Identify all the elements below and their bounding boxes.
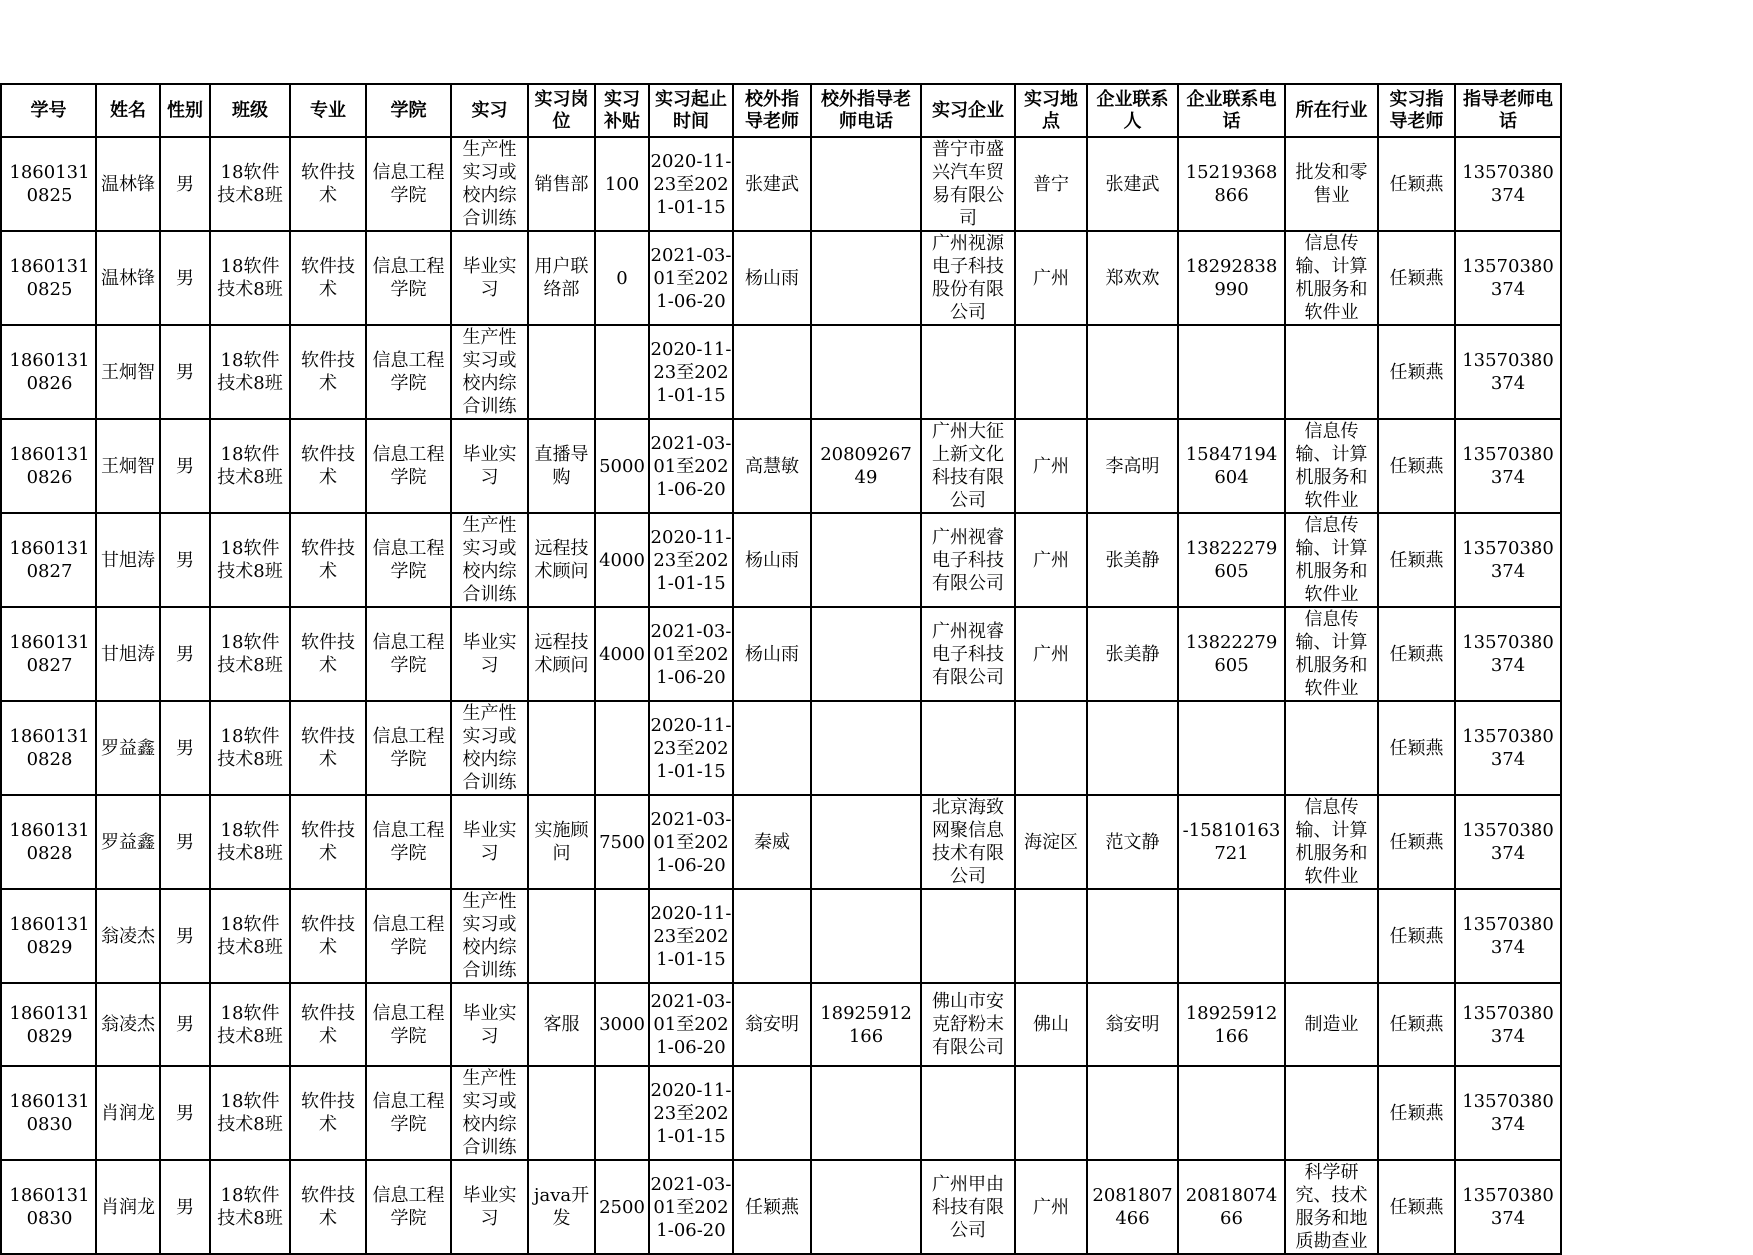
cell-external-advisor: 杨山雨 bbox=[733, 513, 811, 607]
cell-gender: 男 bbox=[160, 795, 210, 889]
cell-name: 翁凌杰 bbox=[96, 983, 160, 1066]
cell-location: 佛山 bbox=[1015, 983, 1087, 1066]
period-text: 2020-11-23至2021-01-15 bbox=[650, 714, 732, 782]
table-row bbox=[1, 325, 1561, 419]
period-text: 2020-11-23至2021-01-15 bbox=[650, 1079, 732, 1147]
cell-position: 远程技术顾问 bbox=[528, 513, 595, 607]
cell-industry bbox=[1285, 1066, 1378, 1160]
cell-company-contact: 翁安明 bbox=[1087, 983, 1178, 1066]
cell-student-id: 18601310828 bbox=[1, 701, 96, 795]
cell-name: 罗益鑫 bbox=[96, 701, 160, 795]
cell-period bbox=[649, 889, 733, 983]
cell-location: 广州 bbox=[1015, 231, 1087, 325]
cell-advisor-phone: 13570380374 bbox=[1455, 983, 1561, 1066]
cell-company-phone: 15219368866 bbox=[1178, 137, 1285, 231]
period-box bbox=[650, 802, 732, 883]
cell-gender: 男 bbox=[160, 325, 210, 419]
cell-industry: 批发和零售业 bbox=[1285, 137, 1378, 231]
cell-position: 直播导购 bbox=[528, 419, 595, 513]
cell-company bbox=[921, 325, 1015, 419]
cell-class: 18软件技术8班 bbox=[210, 1160, 290, 1254]
cell-location bbox=[1015, 1066, 1087, 1160]
cell-gender: 男 bbox=[160, 231, 210, 325]
cell-advisor: 任颖燕 bbox=[1378, 137, 1455, 231]
cell-company-phone: 18925912166 bbox=[1178, 983, 1285, 1066]
cell-external-advisor: 翁安明 bbox=[733, 983, 811, 1066]
cell-advisor-phone: 13570380374 bbox=[1455, 701, 1561, 795]
table-row bbox=[1, 231, 1561, 325]
cell-company-phone: 2081807466 bbox=[1178, 1160, 1285, 1254]
header-gender: 性别 bbox=[160, 84, 210, 137]
cell-advisor-phone: 13570380374 bbox=[1455, 325, 1561, 419]
cell-internship-type: 生产性实习或校内综合训练 bbox=[451, 137, 528, 231]
cell-student-id: 18601310830 bbox=[1, 1066, 96, 1160]
cell-external-advisor-phone bbox=[811, 889, 921, 983]
cell-external-advisor bbox=[733, 1066, 811, 1160]
cell-name: 甘旭涛 bbox=[96, 513, 160, 607]
period-box bbox=[650, 984, 732, 1065]
header-company: 实习企业 bbox=[921, 84, 1015, 137]
cell-class: 18软件技术8班 bbox=[210, 513, 290, 607]
cell-company-contact bbox=[1087, 701, 1178, 795]
cell-external-advisor-phone: 18925912166 bbox=[811, 983, 921, 1066]
header-company-phone: 企业联系电话 bbox=[1178, 84, 1285, 137]
cell-company-phone: 18292838990 bbox=[1178, 231, 1285, 325]
cell-gender: 男 bbox=[160, 419, 210, 513]
cell-location bbox=[1015, 889, 1087, 983]
cell-external-advisor-phone bbox=[811, 325, 921, 419]
header-row bbox=[1, 84, 1561, 137]
period-text: 2021-03-01至2021-06-20 bbox=[650, 991, 732, 1058]
cell-subsidy: 3000 bbox=[595, 983, 649, 1066]
period-box bbox=[650, 332, 732, 413]
cell-industry bbox=[1285, 325, 1378, 419]
cell-location: 海淀区 bbox=[1015, 795, 1087, 889]
header-location: 实习地点 bbox=[1015, 84, 1087, 137]
cell-student-id: 18601310825 bbox=[1, 137, 96, 231]
cell-advisor: 任颖燕 bbox=[1378, 1066, 1455, 1160]
period-text: 2020-11-23至2021-01-15 bbox=[650, 526, 732, 594]
table-row bbox=[1, 607, 1561, 701]
cell-advisor: 任颖燕 bbox=[1378, 889, 1455, 983]
cell-class: 18软件技术8班 bbox=[210, 325, 290, 419]
cell-major: 软件技术 bbox=[290, 1066, 366, 1160]
cell-advisor-phone: 13570380374 bbox=[1455, 513, 1561, 607]
cell-external-advisor bbox=[733, 325, 811, 419]
cell-subsidy: 5000 bbox=[595, 419, 649, 513]
period-box bbox=[650, 144, 732, 225]
period-text: 2021-03-01至2021-06-20 bbox=[650, 244, 732, 312]
period-box bbox=[650, 896, 732, 977]
cell-industry bbox=[1285, 889, 1378, 983]
cell-name: 肖润龙 bbox=[96, 1160, 160, 1254]
cell-period bbox=[649, 137, 733, 231]
cell-industry: 信息传输、计算机服务和软件业 bbox=[1285, 513, 1378, 607]
cell-name: 王炯智 bbox=[96, 325, 160, 419]
table-row bbox=[1, 1066, 1561, 1160]
cell-company-contact bbox=[1087, 1066, 1178, 1160]
header-major: 专业 bbox=[290, 84, 366, 137]
cell-student-id: 18601310826 bbox=[1, 325, 96, 419]
period-box bbox=[650, 1167, 732, 1248]
cell-company: 广州甲由科技有限公司 bbox=[921, 1160, 1015, 1254]
cell-subsidy bbox=[595, 889, 649, 983]
cell-gender: 男 bbox=[160, 701, 210, 795]
cell-student-id: 18601310827 bbox=[1, 513, 96, 607]
cell-external-advisor: 秦威 bbox=[733, 795, 811, 889]
cell-student-id: 18601310829 bbox=[1, 983, 96, 1066]
cell-student-id: 18601310830 bbox=[1, 1160, 96, 1254]
cell-position: 远程技术顾问 bbox=[528, 607, 595, 701]
cell-company-contact: 张美静 bbox=[1087, 513, 1178, 607]
cell-period bbox=[649, 983, 733, 1066]
cell-advisor: 任颖燕 bbox=[1378, 325, 1455, 419]
period-box bbox=[650, 708, 732, 789]
cell-location: 广州 bbox=[1015, 1160, 1087, 1254]
cell-subsidy bbox=[595, 701, 649, 795]
header-company-contact: 企业联系人 bbox=[1087, 84, 1178, 137]
cell-industry: 信息传输、计算机服务和软件业 bbox=[1285, 607, 1378, 701]
cell-gender: 男 bbox=[160, 1160, 210, 1254]
cell-location: 普宁 bbox=[1015, 137, 1087, 231]
cell-external-advisor-phone bbox=[811, 1066, 921, 1160]
header-internship-type: 实习 bbox=[451, 84, 528, 137]
cell-external-advisor-phone bbox=[811, 137, 921, 231]
cell-college: 信息工程学院 bbox=[366, 513, 451, 607]
cell-external-advisor bbox=[733, 701, 811, 795]
cell-company: 普宁市盛兴汽车贸易有限公司 bbox=[921, 137, 1015, 231]
cell-location: 广州 bbox=[1015, 607, 1087, 701]
cell-external-advisor-phone bbox=[811, 701, 921, 795]
cell-external-advisor: 任颖燕 bbox=[733, 1160, 811, 1254]
cell-company: 广州视源电子科技股份有限公司 bbox=[921, 231, 1015, 325]
cell-student-id: 18601310827 bbox=[1, 607, 96, 701]
cell-class: 18软件技术8班 bbox=[210, 1066, 290, 1160]
cell-internship-type: 生产性实习或校内综合训练 bbox=[451, 513, 528, 607]
cell-major: 软件技术 bbox=[290, 231, 366, 325]
cell-subsidy: 4000 bbox=[595, 513, 649, 607]
header-advisor-phone: 指导老师电话 bbox=[1455, 84, 1561, 137]
cell-advisor: 任颖燕 bbox=[1378, 795, 1455, 889]
cell-industry bbox=[1285, 701, 1378, 795]
cell-company: 广州视睿电子科技有限公司 bbox=[921, 513, 1015, 607]
cell-period bbox=[649, 795, 733, 889]
cell-external-advisor: 杨山雨 bbox=[733, 607, 811, 701]
cell-company: 广州视睿电子科技有限公司 bbox=[921, 607, 1015, 701]
header-position: 实习岗位 bbox=[528, 84, 595, 137]
period-text: 2020-11-23至2021-01-15 bbox=[650, 902, 732, 970]
cell-advisor-phone: 13570380374 bbox=[1455, 889, 1561, 983]
cell-company-phone bbox=[1178, 1066, 1285, 1160]
cell-position: 客服 bbox=[528, 983, 595, 1066]
cell-student-id: 18601310828 bbox=[1, 795, 96, 889]
period-text: 2020-11-23至2021-01-15 bbox=[650, 150, 732, 218]
cell-advisor-phone: 13570380374 bbox=[1455, 1066, 1561, 1160]
cell-advisor: 任颖燕 bbox=[1378, 701, 1455, 795]
cell-advisor: 任颖燕 bbox=[1378, 419, 1455, 513]
cell-internship-type: 毕业实习 bbox=[451, 419, 528, 513]
cell-class: 18软件技术8班 bbox=[210, 231, 290, 325]
cell-position bbox=[528, 1066, 595, 1160]
cell-gender: 男 bbox=[160, 137, 210, 231]
cell-internship-type: 毕业实习 bbox=[451, 795, 528, 889]
cell-external-advisor bbox=[733, 889, 811, 983]
cell-company bbox=[921, 1066, 1015, 1160]
cell-period bbox=[649, 1066, 733, 1160]
cell-college: 信息工程学院 bbox=[366, 607, 451, 701]
period-box bbox=[650, 614, 732, 695]
cell-company-contact: 张建武 bbox=[1087, 137, 1178, 231]
cell-gender: 男 bbox=[160, 889, 210, 983]
cell-company-phone bbox=[1178, 325, 1285, 419]
cell-company: 北京海致网聚信息技术有限公司 bbox=[921, 795, 1015, 889]
cell-company bbox=[921, 701, 1015, 795]
header-industry: 所在行业 bbox=[1285, 84, 1378, 137]
cell-major: 软件技术 bbox=[290, 983, 366, 1066]
cell-name: 甘旭涛 bbox=[96, 607, 160, 701]
cell-class: 18软件技术8班 bbox=[210, 795, 290, 889]
cell-period bbox=[649, 231, 733, 325]
cell-company-phone: 13822279605 bbox=[1178, 513, 1285, 607]
cell-class: 18软件技术8班 bbox=[210, 983, 290, 1066]
cell-major: 软件技术 bbox=[290, 325, 366, 419]
cell-name: 王炯智 bbox=[96, 419, 160, 513]
period-text: 2021-03-01至2021-06-20 bbox=[650, 808, 732, 876]
cell-position: java开发 bbox=[528, 1160, 595, 1254]
cell-major: 软件技术 bbox=[290, 795, 366, 889]
table-row bbox=[1, 795, 1561, 889]
cell-external-advisor: 杨山雨 bbox=[733, 231, 811, 325]
header-subsidy: 实习补贴 bbox=[595, 84, 649, 137]
cell-college: 信息工程学院 bbox=[366, 325, 451, 419]
cell-position bbox=[528, 701, 595, 795]
cell-external-advisor: 张建武 bbox=[733, 137, 811, 231]
cell-gender: 男 bbox=[160, 607, 210, 701]
cell-gender: 男 bbox=[160, 983, 210, 1066]
cell-company bbox=[921, 889, 1015, 983]
period-text: 2021-03-01至2021-06-20 bbox=[650, 1173, 732, 1241]
header-class: 班级 bbox=[210, 84, 290, 137]
cell-advisor-phone: 13570380374 bbox=[1455, 419, 1561, 513]
table-row bbox=[1, 983, 1561, 1066]
cell-location bbox=[1015, 701, 1087, 795]
cell-company-contact: 范文静 bbox=[1087, 795, 1178, 889]
cell-internship-type: 生产性实习或校内综合训练 bbox=[451, 701, 528, 795]
cell-advisor-phone: 13570380374 bbox=[1455, 137, 1561, 231]
cell-major: 软件技术 bbox=[290, 607, 366, 701]
cell-major: 软件技术 bbox=[290, 137, 366, 231]
cell-company: 佛山市安克舒粉末有限公司 bbox=[921, 983, 1015, 1066]
cell-subsidy: 100 bbox=[595, 137, 649, 231]
cell-subsidy: 4000 bbox=[595, 607, 649, 701]
period-text: 2021-03-01至2021-06-20 bbox=[650, 620, 732, 688]
cell-class: 18软件技术8班 bbox=[210, 701, 290, 795]
cell-period bbox=[649, 419, 733, 513]
header-period: 实习起止时间 bbox=[649, 84, 733, 137]
cell-company-contact: 郑欢欢 bbox=[1087, 231, 1178, 325]
cell-location: 广州 bbox=[1015, 419, 1087, 513]
cell-college: 信息工程学院 bbox=[366, 231, 451, 325]
cell-internship-type: 毕业实习 bbox=[451, 983, 528, 1066]
cell-company-contact bbox=[1087, 889, 1178, 983]
cell-industry: 信息传输、计算机服务和软件业 bbox=[1285, 231, 1378, 325]
cell-internship-type: 生产性实习或校内综合训练 bbox=[451, 325, 528, 419]
cell-period bbox=[649, 701, 733, 795]
cell-name: 肖润龙 bbox=[96, 1066, 160, 1160]
cell-position: 实施顾问 bbox=[528, 795, 595, 889]
table-row bbox=[1, 701, 1561, 795]
cell-company-contact: 张美静 bbox=[1087, 607, 1178, 701]
cell-college: 信息工程学院 bbox=[366, 1066, 451, 1160]
cell-subsidy: 7500 bbox=[595, 795, 649, 889]
cell-class: 18软件技术8班 bbox=[210, 137, 290, 231]
cell-internship-type: 毕业实习 bbox=[451, 1160, 528, 1254]
cell-subsidy: 0 bbox=[595, 231, 649, 325]
cell-college: 信息工程学院 bbox=[366, 795, 451, 889]
internship-table bbox=[0, 83, 1562, 1255]
header-external-advisor-phone: 校外指导老师电话 bbox=[811, 84, 921, 137]
table-row bbox=[1, 889, 1561, 983]
cell-student-id: 18601310825 bbox=[1, 231, 96, 325]
cell-advisor-phone: 13570380374 bbox=[1455, 1160, 1561, 1254]
cell-internship-type: 生产性实习或校内综合训练 bbox=[451, 889, 528, 983]
cell-location bbox=[1015, 325, 1087, 419]
cell-position bbox=[528, 325, 595, 419]
period-box bbox=[650, 1073, 732, 1154]
cell-internship-type: 生产性实习或校内综合训练 bbox=[451, 1066, 528, 1160]
cell-internship-type: 毕业实习 bbox=[451, 607, 528, 701]
cell-college: 信息工程学院 bbox=[366, 419, 451, 513]
header-advisor: 实习指导老师 bbox=[1378, 84, 1455, 137]
cell-gender: 男 bbox=[160, 513, 210, 607]
cell-industry: 科学研究、技术服务和地质勘查业 bbox=[1285, 1160, 1378, 1254]
cell-period bbox=[649, 325, 733, 419]
cell-company: 广州大征上新文化科技有限公司 bbox=[921, 419, 1015, 513]
cell-advisor: 任颖燕 bbox=[1378, 607, 1455, 701]
cell-gender: 男 bbox=[160, 1066, 210, 1160]
cell-period bbox=[649, 513, 733, 607]
cell-advisor-phone: 13570380374 bbox=[1455, 607, 1561, 701]
cell-external-advisor-phone bbox=[811, 231, 921, 325]
cell-advisor: 任颖燕 bbox=[1378, 231, 1455, 325]
cell-name: 罗益鑫 bbox=[96, 795, 160, 889]
cell-college: 信息工程学院 bbox=[366, 983, 451, 1066]
cell-advisor-phone: 13570380374 bbox=[1455, 795, 1561, 889]
cell-advisor: 任颖燕 bbox=[1378, 983, 1455, 1066]
cell-company-phone: 15847194604 bbox=[1178, 419, 1285, 513]
cell-company-phone: -15810163721 bbox=[1178, 795, 1285, 889]
cell-company-phone bbox=[1178, 701, 1285, 795]
cell-major: 软件技术 bbox=[290, 419, 366, 513]
cell-external-advisor-phone bbox=[811, 607, 921, 701]
cell-college: 信息工程学院 bbox=[366, 137, 451, 231]
cell-name: 温林锋 bbox=[96, 137, 160, 231]
period-box bbox=[650, 520, 732, 601]
cell-external-advisor-phone bbox=[811, 513, 921, 607]
cell-advisor: 任颖燕 bbox=[1378, 513, 1455, 607]
cell-advisor-phone: 13570380374 bbox=[1455, 231, 1561, 325]
cell-company-phone: 13822279605 bbox=[1178, 607, 1285, 701]
cell-college: 信息工程学院 bbox=[366, 701, 451, 795]
cell-position bbox=[528, 889, 595, 983]
header-college: 学院 bbox=[366, 84, 451, 137]
period-text: 2020-11-23至2021-01-15 bbox=[650, 338, 732, 406]
header-student-id: 学号 bbox=[1, 84, 96, 137]
table-row bbox=[1, 137, 1561, 231]
cell-subsidy bbox=[595, 325, 649, 419]
cell-external-advisor-phone: 2080926749 bbox=[811, 419, 921, 513]
cell-company-contact: 2081807466 bbox=[1087, 1160, 1178, 1254]
cell-student-id: 18601310829 bbox=[1, 889, 96, 983]
cell-class: 18软件技术8班 bbox=[210, 419, 290, 513]
cell-company-contact: 李高明 bbox=[1087, 419, 1178, 513]
cell-company-contact bbox=[1087, 325, 1178, 419]
cell-major: 软件技术 bbox=[290, 1160, 366, 1254]
cell-major: 软件技术 bbox=[290, 513, 366, 607]
cell-location: 广州 bbox=[1015, 513, 1087, 607]
cell-industry: 制造业 bbox=[1285, 983, 1378, 1066]
table-body bbox=[1, 137, 1561, 1254]
cell-major: 软件技术 bbox=[290, 701, 366, 795]
cell-college: 信息工程学院 bbox=[366, 889, 451, 983]
cell-period bbox=[649, 607, 733, 701]
cell-position: 销售部 bbox=[528, 137, 595, 231]
period-box bbox=[650, 238, 732, 319]
cell-external-advisor: 高慧敏 bbox=[733, 419, 811, 513]
cell-student-id: 18601310826 bbox=[1, 419, 96, 513]
table-row bbox=[1, 513, 1561, 607]
cell-industry: 信息传输、计算机服务和软件业 bbox=[1285, 419, 1378, 513]
cell-subsidy: 2500 bbox=[595, 1160, 649, 1254]
cell-advisor: 任颖燕 bbox=[1378, 1160, 1455, 1254]
table-row bbox=[1, 419, 1561, 513]
header-external-advisor: 校外指导老师 bbox=[733, 84, 811, 137]
cell-position: 用户联络部 bbox=[528, 231, 595, 325]
cell-internship-type: 毕业实习 bbox=[451, 231, 528, 325]
cell-major: 软件技术 bbox=[290, 889, 366, 983]
header-name: 姓名 bbox=[96, 84, 160, 137]
period-box bbox=[650, 426, 732, 507]
cell-class: 18软件技术8班 bbox=[210, 889, 290, 983]
cell-company-phone bbox=[1178, 889, 1285, 983]
cell-college: 信息工程学院 bbox=[366, 1160, 451, 1254]
cell-external-advisor-phone bbox=[811, 795, 921, 889]
cell-subsidy bbox=[595, 1066, 649, 1160]
period-text: 2021-03-01至2021-06-20 bbox=[650, 432, 732, 500]
cell-name: 温林锋 bbox=[96, 231, 160, 325]
cell-industry: 信息传输、计算机服务和软件业 bbox=[1285, 795, 1378, 889]
cell-class: 18软件技术8班 bbox=[210, 607, 290, 701]
cell-name: 翁凌杰 bbox=[96, 889, 160, 983]
